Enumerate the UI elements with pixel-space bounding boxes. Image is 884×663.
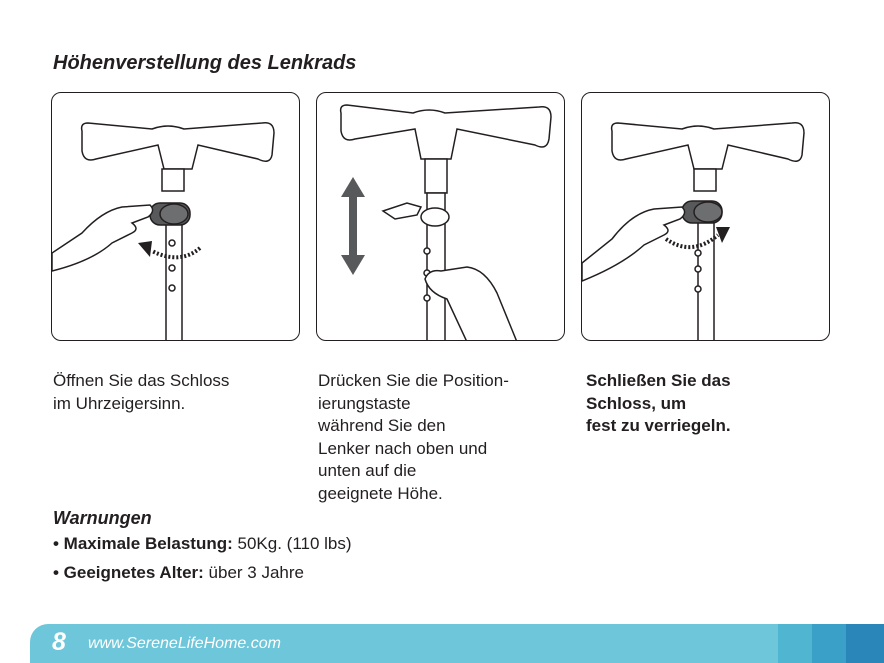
- step-3-caption: Schließen Sie das Schloss, um fest zu verriegeln.: [586, 371, 731, 435]
- hand-illustration: [52, 205, 153, 271]
- up-down-arrow-icon: [341, 177, 365, 275]
- warning-item-max-load: [53, 534, 352, 554]
- hand-illustration: [582, 207, 685, 281]
- footer-block-2: [812, 624, 846, 663]
- step-1-illustration: [51, 92, 300, 341]
- page-title: Höhenverstellung des Lenkrads: [53, 52, 357, 74]
- warning-label: • Maximale Belastung:: [53, 534, 233, 553]
- step-1-caption: Öffnen Sie das Schloss im Uhrzeigersinn.: [53, 371, 230, 413]
- warning-value: 50Kg. (110 lbs): [237, 534, 352, 553]
- warning-label: • Geeignetes Alter:: [53, 563, 204, 582]
- footer-block-1: [778, 624, 812, 663]
- warnings-heading: Warnungen: [53, 508, 152, 528]
- lock-ring: [682, 201, 722, 223]
- warning-item-age: [53, 563, 304, 583]
- website-link[interactable]: www.SereneLifeHome.com: [88, 635, 281, 652]
- step-3-illustration: [581, 92, 830, 341]
- warning-value: über 3 Jahre: [208, 563, 304, 582]
- page-number: 8: [52, 628, 66, 656]
- step-2-illustration: [316, 92, 565, 341]
- footer-block-3: [846, 624, 884, 663]
- footer-band: [30, 624, 884, 663]
- step-2-caption: Drücken Sie die Position- ierungstaste während Sie den Lenker nach oben und unten auf die geeignete Höhe.: [318, 371, 509, 503]
- lock-ring: [421, 208, 449, 226]
- lock-ring: [150, 203, 190, 225]
